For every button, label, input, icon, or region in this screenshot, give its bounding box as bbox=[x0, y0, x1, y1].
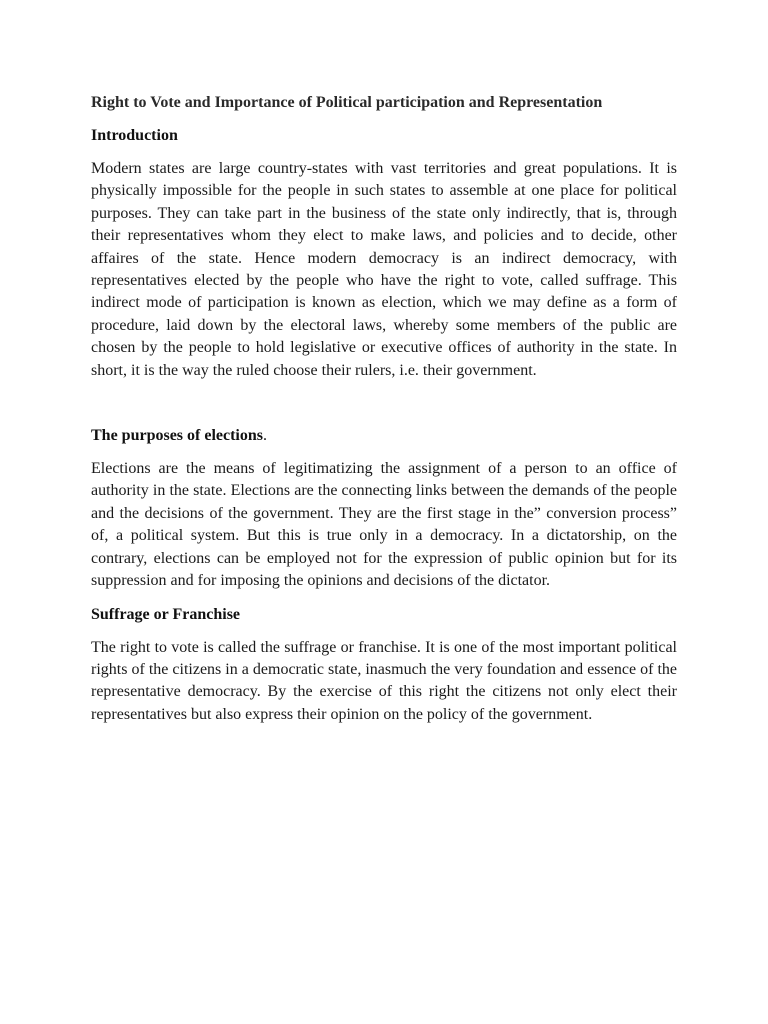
section-heading-suffrage bbox=[91, 604, 677, 626]
section-heading-text: The purposes of elections bbox=[91, 427, 263, 445]
section-paragraph-introduction: Modern states are large country-states with vast territories and great populations. It is physically impossible for the people in such states to assemble at one place for political purposes. They can take part in the business of the state only indirectly, that is, through their representatives whom they elect to make laws, and policies and to decide, other affaires of the state. Hence modern democracy is an indirect democracy, with representatives elected by the people who have the right to vote, called suffrage. This indirect mode of participation is known as election, which we may define as a form of procedure, laid down by the electoral laws, whereby some members of the public are chosen by the people to hold legislative or executive offices of authority in the state. In short, it is the way the ruled choose their rulers, i.e. their government. bbox=[91, 160, 677, 379]
section-heading-text: Introduction bbox=[91, 127, 178, 144]
section-spacer bbox=[91, 393, 677, 425]
document-page bbox=[91, 92, 677, 737]
section-heading-introduction bbox=[91, 125, 677, 147]
section-heading-text: Suffrage or Franchise bbox=[91, 605, 241, 623]
document-title: Right to Vote and Importance of Political participation and Representation bbox=[91, 94, 603, 111]
section-paragraph-purposes: Elections are the means of legitimatizing the assignment of a person to an office of authority in the state. Elections are the connecting links between the demands of the people and the decisions of the government. They are the first stage in the” conversion process” of, a political system. But this is true only in a democracy. In a dictatorship, on the contrary, elections can be employed not for the expression of public opinion but for its suppression and for imposing the opinions and decisions of the dictator. bbox=[91, 460, 677, 590]
section-heading-purposes bbox=[91, 425, 677, 447]
section-paragraph-suffrage: The right to vote is called the suffrage or franchise. It is one of the most important political rights of the citizens in a democratic state, inasmuch the very foundation and essence of the representative democracy. By the exercise of this right the citizens not only elect their representatives but also express their opinion on the policy of the government. bbox=[91, 638, 677, 723]
section-heading-suffix: . bbox=[263, 427, 267, 445]
